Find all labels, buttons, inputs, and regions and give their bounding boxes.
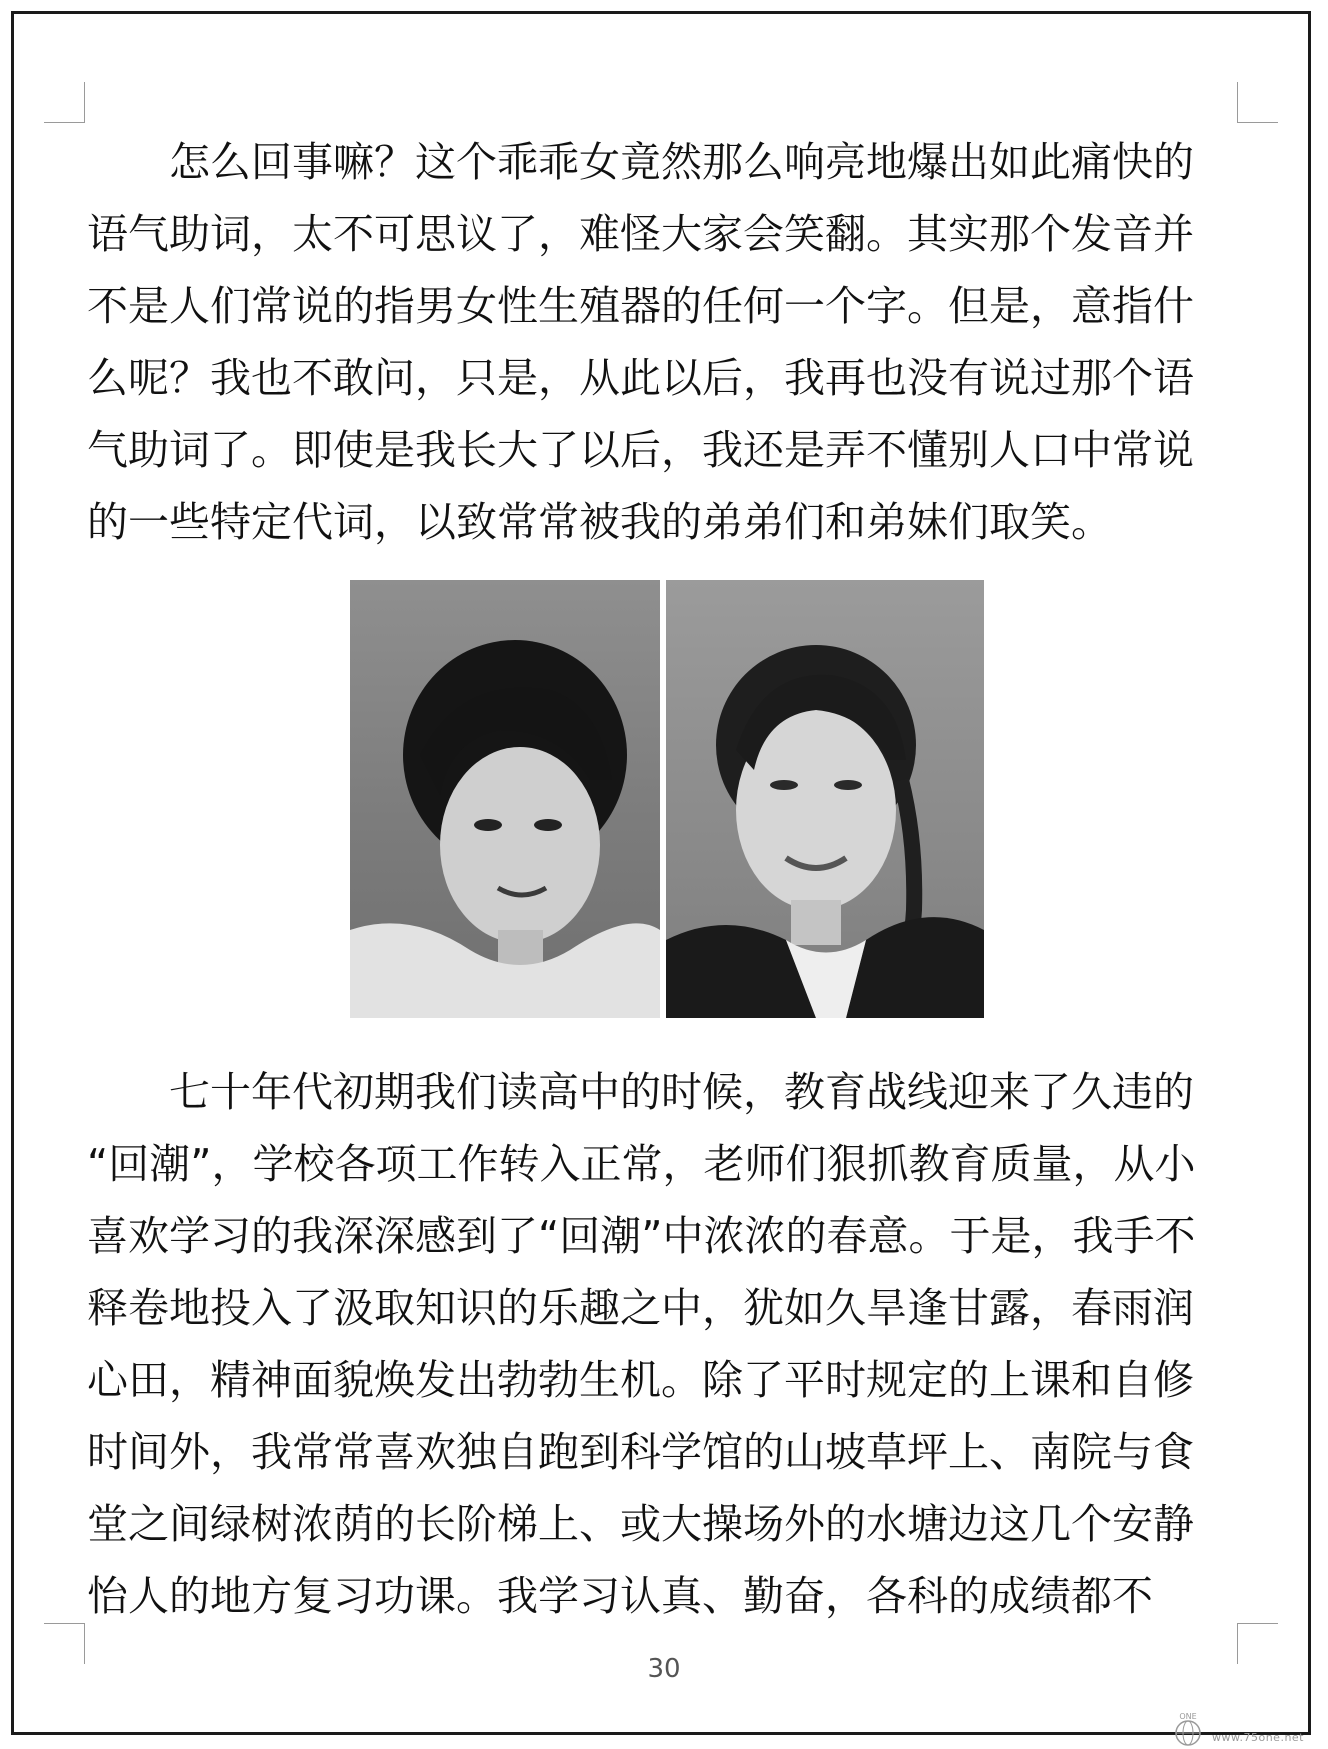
crop-mark-top-left (44, 82, 85, 123)
text-line: 时间外，我常常喜欢独自跑到科学馆的山坡草坪上、南院与食 (87, 1428, 1194, 1476)
text-line: 的一些特定代词，以致常常被我的弟弟们和弟妹们取笑。 (87, 498, 1112, 546)
portrait-photo-right (666, 580, 984, 1018)
portrait-photos (350, 580, 984, 1018)
globe-logo-icon (1170, 1711, 1206, 1747)
watermark (1162, 1711, 1322, 1747)
crop-mark-bottom-right (1237, 1623, 1278, 1664)
text-line: “回潮”，学校各项工作转入正常，老师们狠抓教育质量，从小 (87, 1140, 1196, 1188)
text-line: 堂之间绿树浓荫的长阶梯上、或大操场外的水塘边这几个安静 (87, 1500, 1194, 1548)
watermark-url: www.75one.net (1212, 1731, 1304, 1744)
watermark-logo-text: ONE (1179, 1712, 1197, 1721)
crop-mark-bottom-left (44, 1623, 85, 1664)
text-line: 七十年代初期我们读高中的时候，教育战线迎来了久违的 (169, 1068, 1194, 1116)
text-line: 语气助词，太不可思议了，难怪大家会笑翻。其实那个发音并 (87, 210, 1194, 258)
portrait-photo-left (350, 580, 660, 1018)
crop-mark-top-right (1237, 82, 1278, 123)
paragraph-2 (87, 1056, 1227, 1632)
text-line: 气助词了。即使是我长大了以后，我还是弄不懂别人口中常说 (87, 426, 1194, 474)
paragraph-1 (87, 126, 1227, 558)
text-line: 喜欢学习的我深深感到了“回潮”中浓浓的春意。于是，我手不 (87, 1212, 1196, 1260)
text-line: 怡人的地方复习功课。我学习认真、勤奋，各科的成绩都不 (87, 1572, 1153, 1620)
page-number: 30 (647, 1654, 681, 1684)
text-line: 怎么回事嘛？这个乖乖女竟然那么响亮地爆出如此痛快的 (169, 138, 1194, 186)
text-line: 释卷地投入了汲取知识的乐趣之中，犹如久旱逢甘露，春雨润 (87, 1284, 1194, 1332)
text-line: 不是人们常说的指男女性生殖器的任何一个字。但是，意指什 (87, 282, 1194, 330)
text-line: 么呢？我也不敢问，只是，从此以后，我再也没有说过那个语 (87, 354, 1194, 402)
text-line: 心田，精神面貌焕发出勃勃生机。除了平时规定的上课和自修 (87, 1356, 1194, 1404)
document-page (11, 11, 1311, 1735)
